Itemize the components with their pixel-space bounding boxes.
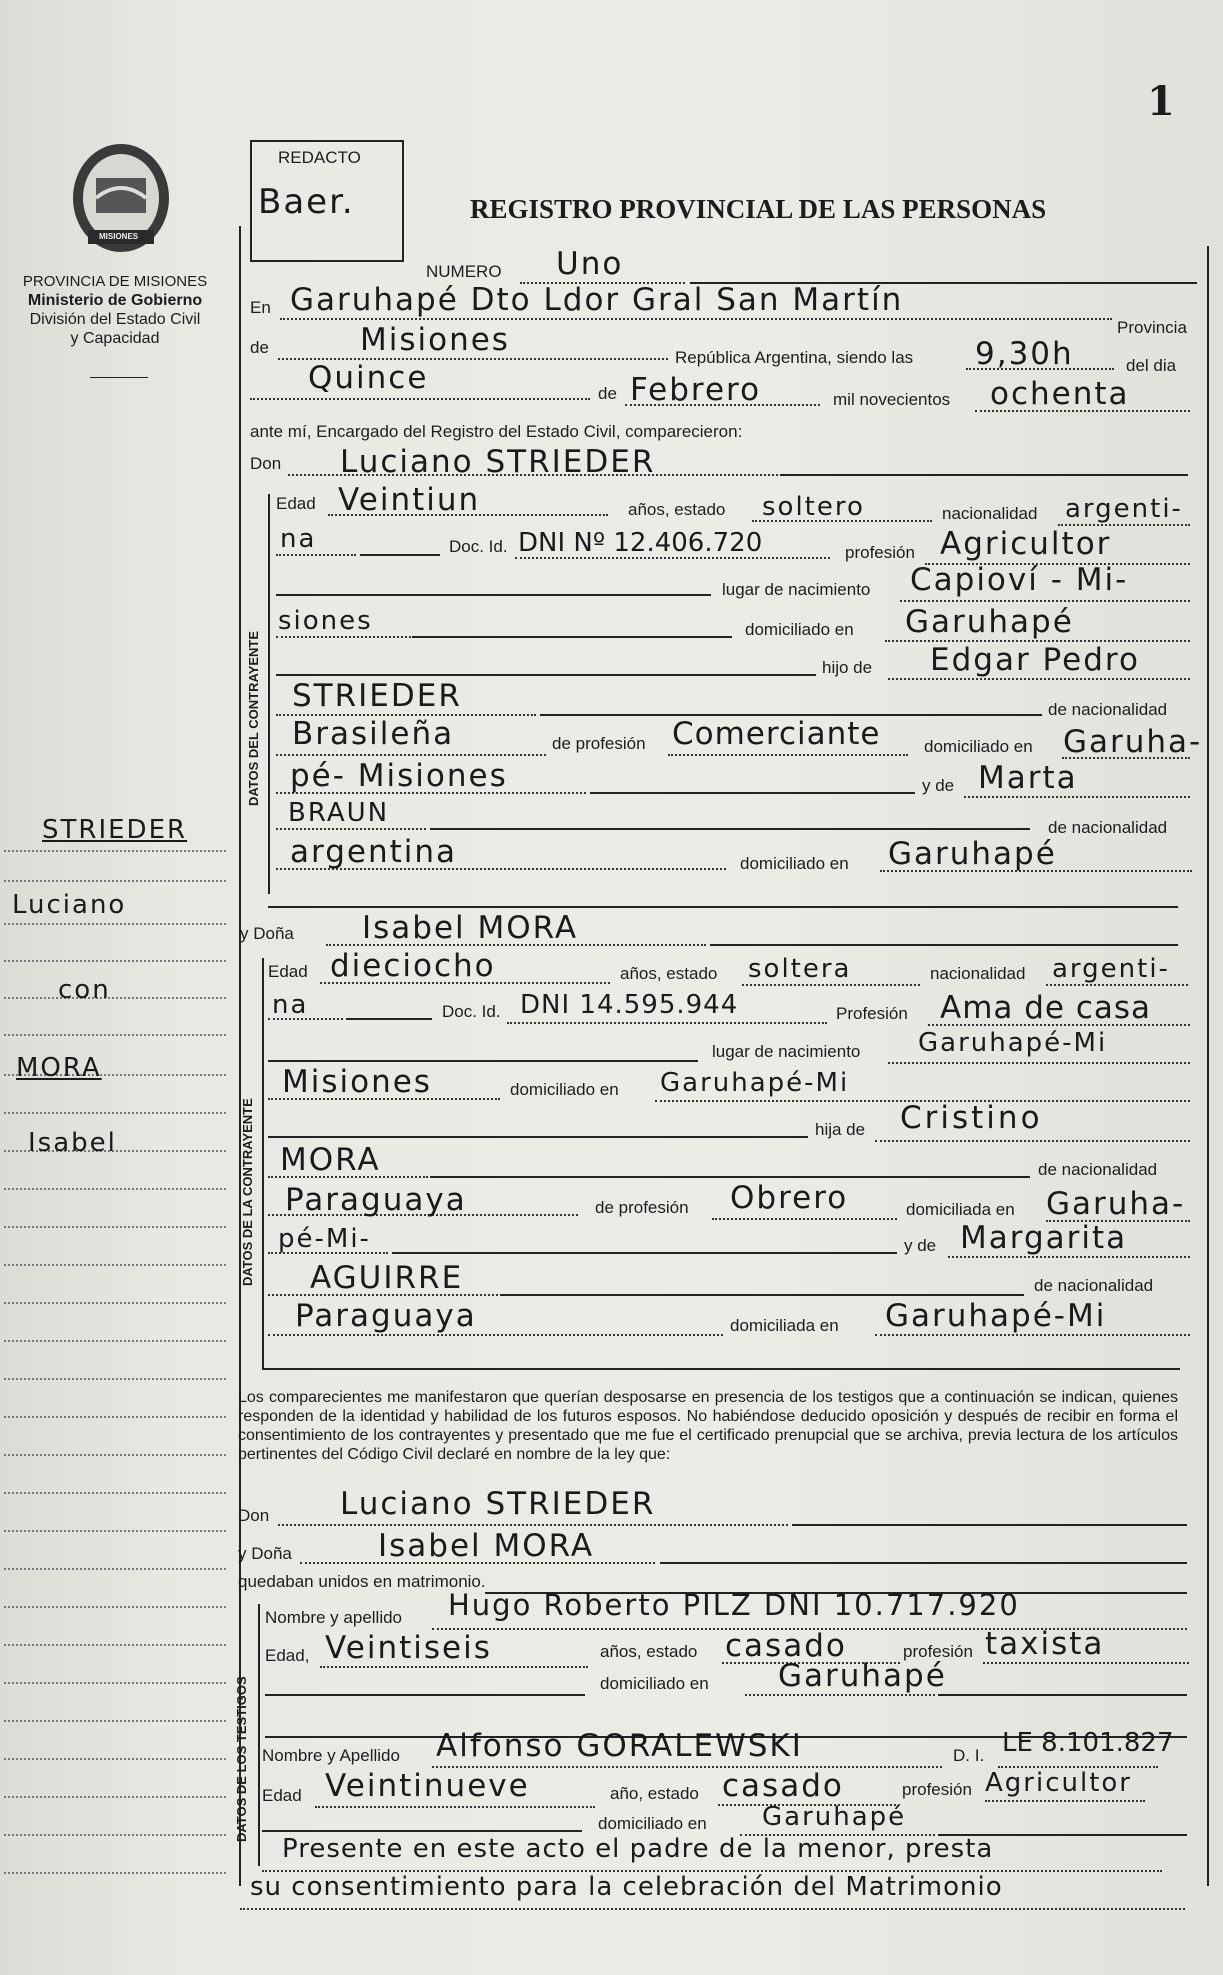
province-value: Misiones xyxy=(360,322,510,358)
groom-dom-label-2: domiciliado en xyxy=(740,854,849,873)
w1-name-value: Hugo Roberto PILZ DNI 10.717.920 xyxy=(448,1588,1020,1622)
bride-dom-label-2: domiciliada en xyxy=(730,1316,839,1335)
groom-edad-label: Edad xyxy=(276,494,316,513)
dona-value: Isabel MORA xyxy=(362,910,579,946)
margin-groom-surname: STRIEDER xyxy=(42,815,188,845)
groom-estado-label: años, estado xyxy=(628,500,726,519)
w1-prof-label: profesión xyxy=(903,1642,973,1661)
bride-mother-name: Margarita xyxy=(960,1220,1128,1256)
bride-father-prof: Obrero xyxy=(730,1180,849,1216)
groom-prof-label: profesión xyxy=(845,543,915,562)
bride-nac-value: argenti- xyxy=(1052,954,1170,984)
groom-nac-value-2: na xyxy=(280,524,317,554)
groom-section-label: DATOS DEL CONTRAYENTE xyxy=(246,630,261,806)
bride-prof-value: Ama de casa xyxy=(940,990,1152,1026)
w2-name-value: Alfonso GORALEWSKI xyxy=(436,1728,803,1764)
hour-value: 9,30h xyxy=(975,336,1074,372)
month-value: Febrero xyxy=(630,372,762,408)
bride-nac-value-2: na xyxy=(272,990,309,1020)
page-title: REGISTRO PROVINCIAL DE LAS PERSONAS xyxy=(470,194,1047,224)
groom-de-prof-label: de profesión xyxy=(552,734,646,753)
bride-edad-value: dieciocho xyxy=(330,948,496,984)
groom-hijo-label: hijo de xyxy=(822,658,873,677)
page-number: 1 xyxy=(1147,78,1175,125)
bride-lugar-value: Garuhapé-Mi xyxy=(918,1028,1108,1058)
de-label: de xyxy=(250,338,269,357)
margin-bride-name: Isabel xyxy=(28,1128,117,1158)
bride-de-prof-label: de profesión xyxy=(595,1198,689,1217)
groom-dom-en-label: domiciliado en xyxy=(924,737,1033,756)
bride-father-name: Cristino xyxy=(900,1100,1043,1136)
numero-label: NUMERO xyxy=(426,262,502,281)
margin-bride-surname: MORA xyxy=(16,1053,102,1083)
groom-nac-label: nacionalidad xyxy=(942,504,1038,523)
declaration-dona-label: y Doña xyxy=(238,1544,292,1563)
w2-name-label: Nombre y Apellido xyxy=(262,1746,400,1765)
groom-estado-value: soltero xyxy=(762,492,865,522)
bride-father-surname: MORA xyxy=(280,1142,381,1178)
bride-mother-surname: AGUIRRE xyxy=(310,1260,464,1296)
dona-label: y Doña xyxy=(240,924,294,943)
groom-lugar-value-2: siones xyxy=(278,606,373,636)
division-heading: División del Estado Civil xyxy=(29,311,201,328)
w2-doc-value: LE 8.101.827 xyxy=(1002,1728,1174,1758)
w1-name-label: Nombre y apellido xyxy=(265,1608,403,1627)
groom-doc-label: Doc. Id. xyxy=(449,537,508,556)
w1-dom-value: Garuhapé xyxy=(778,1658,947,1694)
groom-dom-label: domiciliado en xyxy=(745,620,854,639)
groom-father-dom-2: pé- Misiones xyxy=(290,758,508,794)
bride-dom-en-label: domiciliada en xyxy=(906,1200,1015,1219)
groom-father-prof: Comerciante xyxy=(672,716,881,752)
groom-mother-dom: Garuhapé xyxy=(888,836,1057,872)
groom-doc-value: DNI Nº 12.406.720 xyxy=(518,528,763,558)
w1-estado-label: años, estado xyxy=(600,1642,698,1661)
groom-prof-value: Agricultor xyxy=(940,526,1112,562)
groom-lugar-value: Capioví - Mi- xyxy=(910,562,1129,598)
bride-de-nac-label: de nacionalidad xyxy=(1038,1160,1158,1179)
bride-nac-label: nacionalidad xyxy=(930,964,1026,983)
capacity-heading: y Capacidad xyxy=(70,330,160,347)
bride-doc-value: DNI 14.595.944 xyxy=(520,990,739,1020)
w2-prof-value: Agricultor xyxy=(985,1768,1132,1798)
declaration-don-value: Luciano STRIEDER xyxy=(340,1486,656,1522)
bride-doc-label: Doc. Id. xyxy=(442,1002,501,1021)
bride-lugar-value-2: Misiones xyxy=(282,1064,432,1100)
groom-mother-name: Marta xyxy=(978,760,1078,796)
witnesses-section-label: DATOS DE LOS TESTIGOS xyxy=(234,1676,249,1842)
place-value: Garuhapé Dto Ldor Gral San Martín xyxy=(290,282,904,318)
bride-lugar-label: lugar de nacimiento xyxy=(712,1042,861,1061)
groom-father-name: Edgar Pedro xyxy=(930,642,1140,678)
w2-estado-value: casado xyxy=(722,1768,844,1804)
bride-y-de-label: y de xyxy=(904,1236,937,1255)
bride-prof-label: Profesión xyxy=(836,1004,908,1023)
w2-prof-label: profesión xyxy=(902,1780,972,1799)
del-dia-label: del dia xyxy=(1126,356,1177,375)
redacto-box xyxy=(250,140,404,262)
w2-edad-value: Veintinueve xyxy=(325,1768,530,1804)
groom-mother-nac: argentina xyxy=(290,834,458,870)
w1-edad-label: Edad, xyxy=(265,1646,310,1665)
bride-edad-label: Edad xyxy=(268,962,308,981)
note-line-1: Presente en este acto el padre de la menor, presta xyxy=(282,1834,994,1864)
groom-nac-value: argenti- xyxy=(1065,494,1183,524)
w2-edad-label: Edad xyxy=(262,1786,302,1805)
groom-father-surname: STRIEDER xyxy=(292,678,462,714)
groom-de-nac-label: de nacionalidad xyxy=(1048,700,1168,719)
day-value: Quince xyxy=(308,360,429,396)
bride-dom-label: domiciliado en xyxy=(510,1080,619,1099)
bride-de-nac-label-2: de nacionalidad xyxy=(1034,1276,1154,1295)
republica-label: República Argentina, siendo las xyxy=(675,348,914,367)
declaration-don-label: Don xyxy=(238,1506,270,1525)
year-value: ochenta xyxy=(990,376,1130,412)
bride-section-label: DATOS DE LA CONTRAYENTE xyxy=(240,1098,255,1286)
w2-estado-label: año, estado xyxy=(610,1784,699,1803)
ministry-heading: Ministerio de Gobierno xyxy=(27,292,203,309)
groom-lugar-label: lugar de nacimiento xyxy=(722,580,871,599)
bride-father-dom-2: pé-Mi- xyxy=(278,1224,371,1254)
w1-prof-value: taxista xyxy=(985,1626,1105,1662)
groom-y-de-label: y de xyxy=(922,776,955,795)
groom-father-dom: Garuha- xyxy=(1063,724,1203,760)
groom-dom-value: Garuhapé xyxy=(905,604,1074,640)
don-label: Don xyxy=(250,454,282,473)
don-value: Luciano STRIEDER xyxy=(340,444,656,480)
w2-doc-label: D. I. xyxy=(953,1746,985,1765)
mil-label: mil novecientos xyxy=(833,390,951,409)
declaration-paragraph: Los comparecientes me manifestaron que querían desposarse en presencia de los testigos que a continuación se indican, quienes responden de la identidad y habilidad de los futuros esposos. No habiéndose deducido oposición y después de recibir en forma el consentimiento de los contrayentes y presentado que me fue el certificado prenupcial que se archiva, previa lectura de los artículos pertinentes del Código Civil declaré en nombre de la ley que: xyxy=(238,1389,1178,1463)
bride-dom-value: Garuhapé-Mi xyxy=(660,1068,850,1098)
w1-edad-value: Veintiseis xyxy=(325,1630,492,1666)
numero-value: Uno xyxy=(556,246,624,282)
bride-estado-value: soltera xyxy=(748,954,852,984)
quedaban-text: quedaban unidos en matrimonio. xyxy=(238,1572,486,1591)
redacto-label: REDACTO xyxy=(278,148,361,167)
margin-groom-name: Luciano xyxy=(12,890,127,920)
bride-father-nac: Paraguaya xyxy=(285,1182,467,1218)
bride-mother-nac: Paraguaya xyxy=(295,1298,477,1334)
note-line-2: su consentimiento para la celebración del Matrimonio xyxy=(250,1872,1003,1902)
w1-estado-value: casado xyxy=(725,1628,847,1664)
redacto-initials: Baer. xyxy=(258,182,355,222)
groom-mother-surname: BRAUN xyxy=(288,798,390,828)
groom-edad-value: Veintiun xyxy=(338,482,481,518)
bride-mother-dom: Garuhapé-Mi xyxy=(885,1298,1107,1334)
w2-dom-label: domiciliado en xyxy=(598,1814,707,1833)
groom-father-nac: Brasileña xyxy=(292,716,455,752)
province-heading: PROVINCIA DE MISIONES xyxy=(22,273,208,290)
provincial-seal xyxy=(66,138,176,258)
margin-con: con xyxy=(58,975,111,1005)
declaration-dona-value: Isabel MORA xyxy=(378,1528,595,1564)
w2-dom-value: Garuhapé xyxy=(762,1802,907,1832)
bride-hija-label: hija de xyxy=(815,1120,866,1139)
provincia-label: Provincia xyxy=(1117,318,1187,337)
bride-estado-label: años, estado xyxy=(620,964,718,983)
groom-de-nac-label-2: de nacionalidad xyxy=(1048,818,1168,837)
bride-father-dom: Garuha- xyxy=(1046,1186,1186,1222)
seal-text: MISIONES xyxy=(99,232,139,241)
ante-mi-text: ante mí, Encargado del Registro del Estado Civil, comparecieron: xyxy=(250,422,743,441)
month-de-label: de xyxy=(598,384,617,403)
w1-dom-label: domiciliado en xyxy=(600,1674,709,1693)
en-label: En xyxy=(250,298,271,317)
